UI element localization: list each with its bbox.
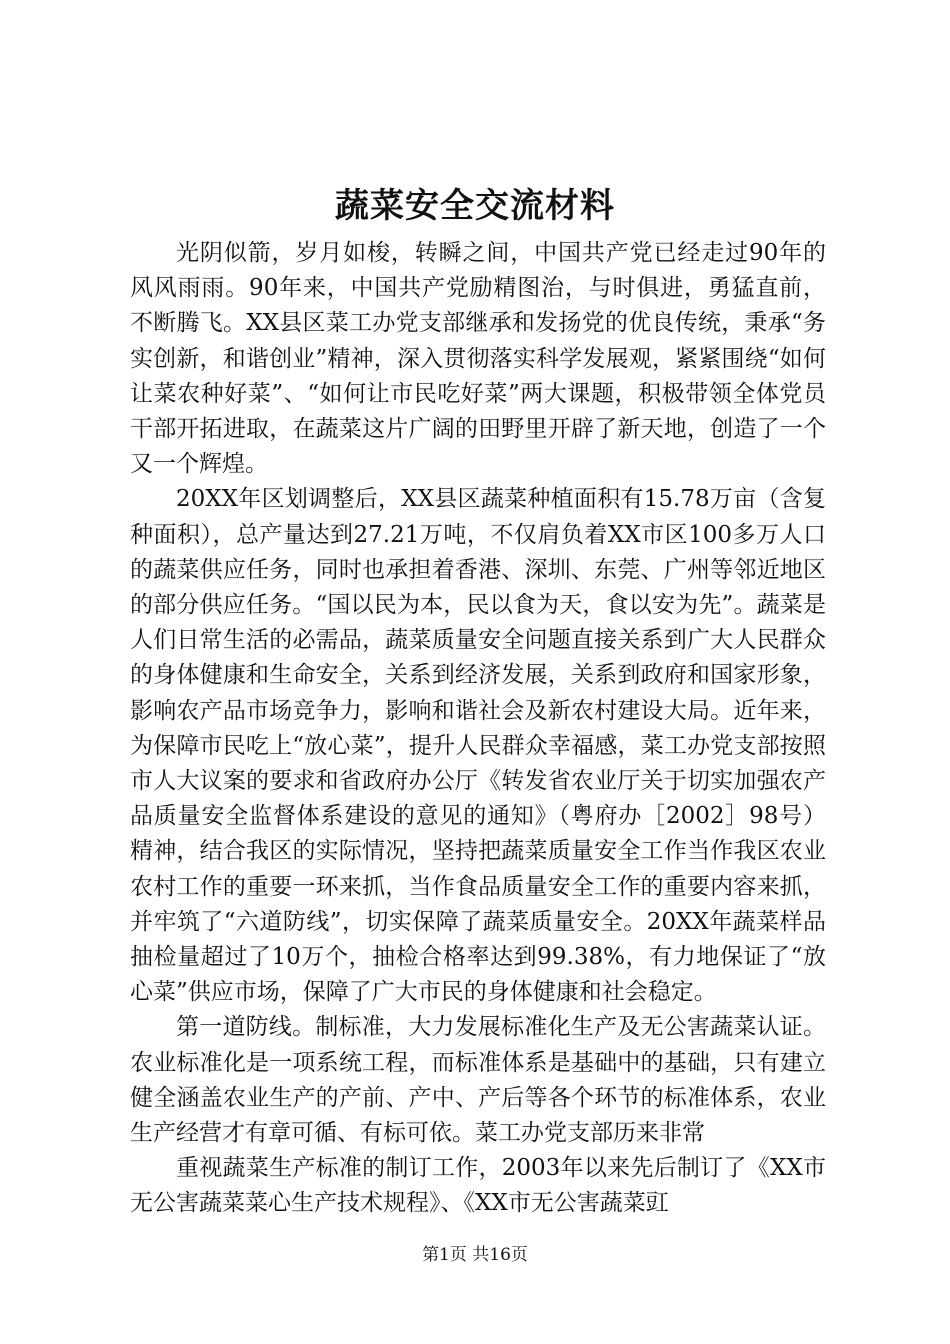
page-footer: 第1页 共16页: [422, 1245, 528, 1265]
paragraph: 光阴似箭，岁月如梭，转瞬之间，中国共产党已经走过90年的风风雨雨。90年来，中国共产党励精图治，与时俱进，勇猛直前，不断腾飞。XX县区菜工办党支部继承和发扬党的优良传统，秉承“务实创新，和谐创业”精神，深入贯彻落实科学发展观，紧紧围绕“如何让菜农种好菜”、“如何让市民吃好菜”两大课题，积极带领全体党员干部开拓进取，在蔬菜这片广阔的田野里开辟了新天地，创造了一个又一个辉煌。: [130, 240, 826, 478]
paragraph: 20XX年区划调整后，XX县区蔬菜种植面积有15.78万亩（含复种面积），总产量达到27.21万吨，不仅肩负着XX市区100多万人口的蔬菜供应任务，同时也承担着香港、深圳、东莞、广州等邻近地区的部分供应任务。“国以民为本，民以食为天，食以安为先”。蔬菜是人们日常生活的必需品，蔬菜质量安全问题直接关系到广大人民群众的身体健康和生命安全，关系到经济发展，关系到政府和国家形象，影响农产品市场竞争力，影响和谐社会及新农村建设大局。近年来，为保障市民吃上“放心菜”，提升人民群众幸福感，菜工办党支部按照市人大议案的要求和省政府办公厅《转发省农业厅关于切实加强农产品质量安全监督体系建设的意见的通知》（粤府办［2002］98号）精神，结合我区的实际情况，坚持把蔬菜质量安全工作当作我区农业农村工作的重要一环来抓，当作食品质量安全工作的重要内容来抓，并牢筑了“六道防线”，切实保障了蔬菜质量安全。20XX年蔬菜样品抽检量超过了10万个，抽检合格率达到99.38%，有力地保证了“放心菜”供应市场，保障了广大市民的身体健康和社会稳定。: [130, 486, 826, 1006]
paragraph: 重视蔬菜生产标准的制订工作，2003年以来先后制订了《XX市无公害蔬菜菜心生产技术规程》、《XX市无公害蔬菜豇: [130, 1155, 826, 1217]
document-title: 蔬菜安全交流材料: [335, 186, 615, 226]
document-body: [130, 236, 826, 1222]
paragraph: 第一道防线。制标准，大力发展标准化生产及无公害蔬菜认证。农业标准化是一项系统工程，而标准体系是基础中的基础，只有建立健全涵盖农业生产的产前、产中、产后等各个环节的标准体系，农业生产经营才有章可循、有标可依。菜工办党支部历来非常: [130, 1014, 826, 1147]
